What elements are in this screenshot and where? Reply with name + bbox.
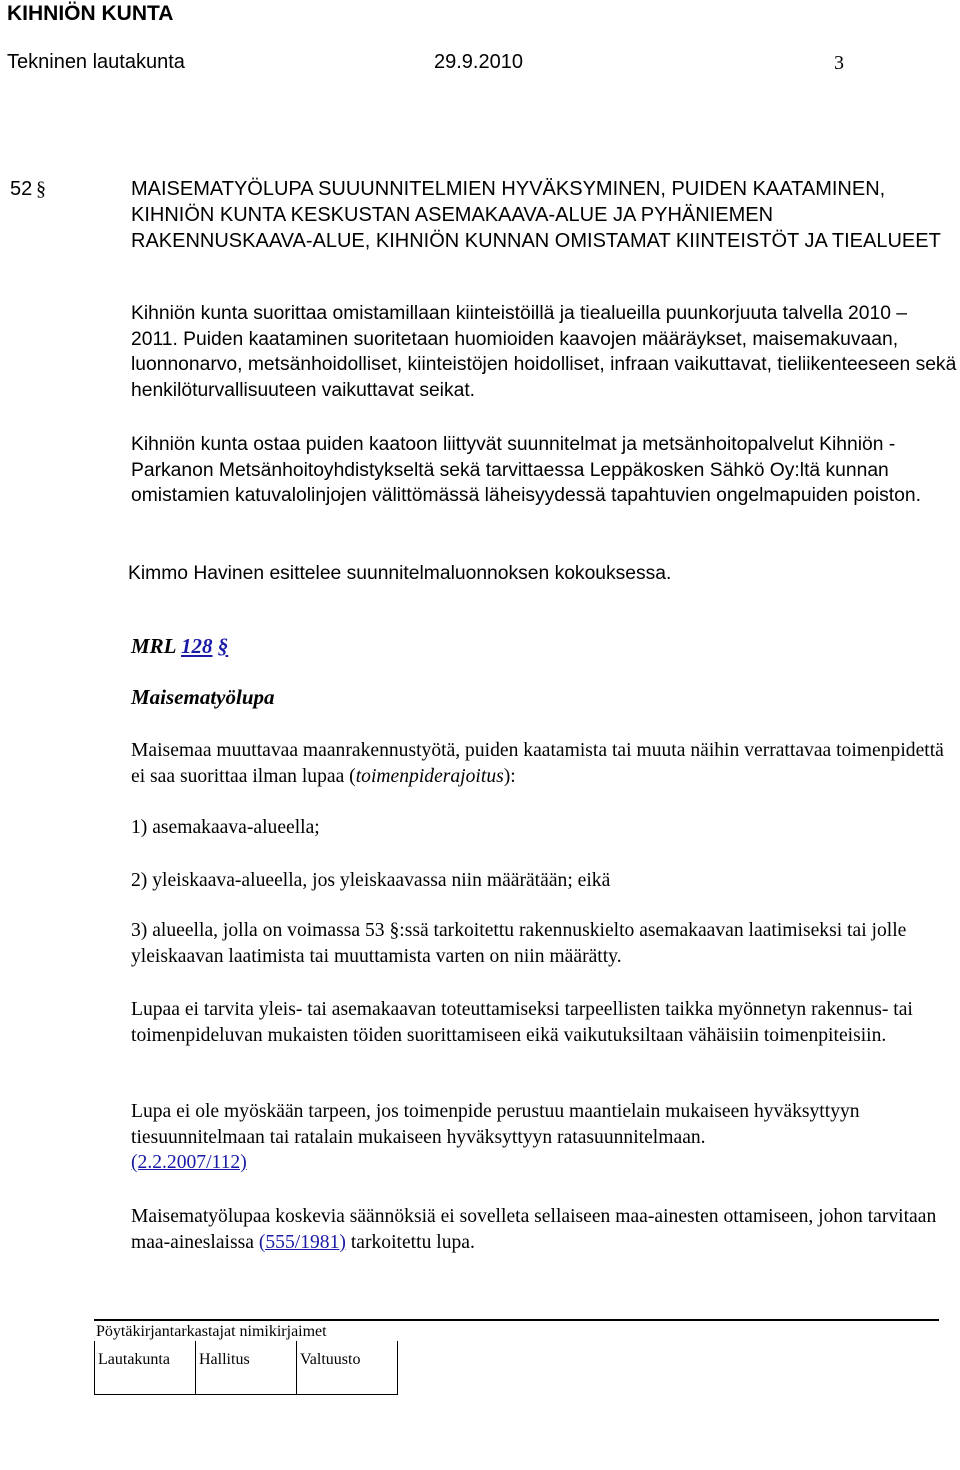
case-title: MAISEMATYÖLUPA SUUUNNITELMIEN HYVÄKSYMINEN, PUIDEN KAATAMINEN, KIHNIÖN KUNTA KESKUSTAN ASEMAKAAVA-ALUE JA PYHÄNIEMEN RAKENNUSKAAVA-ALUE, KIHNIÖN KUNNAN OMISTAMAT KIINTEISTÖT JA TIEALUEET <box>131 178 941 252</box>
law-paragraph-1-italic: toimenpiderajoitus <box>355 765 504 787</box>
meeting-date: 29.9.2010 <box>434 51 523 73</box>
law-paragraph-1 <box>131 738 957 789</box>
law-paragraph-3-text: Lupa ei ole myöskään tarpeen, jos toimenpide perustuu maantielain mukaiseen hyväksyttyyn tiesuunnitelmaan tai ratalain mukaiseen hyväksyttyyn ratasuunnitelmaan. <box>131 1101 860 1148</box>
body-paragraph-2: Kihniön kunta ostaa puiden kaatoon liittyvät suunnitelmat ja metsänhoitopalvelut Kihniön - Parkanon Metsänhoitoyhdistykseltä sekä tarvittaessa Leppäkosken Sähkö Oy:ltä kunnan omistamien katuvalolinjojen välittömässä läheisyydessä tapahtuvien ongelmapuiden poiston. <box>131 434 921 507</box>
section-symbol: § <box>36 178 46 200</box>
footer-divider <box>94 1319 939 1321</box>
signature-box-label: Lautakunta <box>98 1351 170 1368</box>
signature-box-label: Valtuusto <box>300 1351 361 1368</box>
law-section-link[interactable]: 128 <box>180 634 213 658</box>
organization-name: KIHNIÖN KUNTA <box>7 2 174 25</box>
law-item-1: 1) asemakaava-alueella; <box>131 817 320 838</box>
law-paragraph-4-end: tarkoitettu lupa. <box>350 1231 475 1253</box>
law-paragraph-1-end: ): <box>503 765 516 787</box>
law-paragraph-2: Lupaa ei tarvita yleis- tai asemakaavan toteuttamiseksi tarpeellisten taikka myönnetyn rakennus- tai toimenpideluvan mukaisten töiden suorittamiseen eikä vaikutuksiltaan vähäisiin toimenpiteisiin. <box>131 999 913 1046</box>
law-heading: Maisematyölupa <box>131 685 275 709</box>
law-paragraph-4 <box>131 1204 957 1255</box>
amendment-link[interactable]: (2.2.2007/112) <box>131 1152 247 1174</box>
law-item-3: 3) alueella, jolla on voimassa 53 §:ssä tarkoitettu rakennuskielto asemakaavan laatimiseksi tai jolle yleiskaavan laatimista tai muuttamista varten on niin määrätty. <box>131 920 907 967</box>
law-reference-prefix: MRL <box>131 634 176 658</box>
signature-box-label: Hallitus <box>199 1351 250 1368</box>
law-paragraph-3 <box>131 1099 957 1176</box>
body-paragraph-3: Kimmo Havinen esittelee suunnitelmaluonnoksen kokouksessa. <box>128 563 672 584</box>
body-paragraph-1: Kihniön kunta suorittaa omistamillaan kiinteistöillä ja tiealueilla puunkorjuuta talvella 2010 – 2011. Puiden kaataminen suoritetaan huomioiden kaavojen määräykset, maisemakuvaan, luonnonarvo, metsänhoidolliset, kiinteistöjen hoidolliset, infraan vaikuttavat, tieliikenteeseen sekä henkilöturvallisuuteen vaikuttavat seikat. <box>131 303 957 401</box>
case-number: 52 <box>10 178 33 200</box>
law-item-2: 2) yleiskaava-alueella, jos yleiskaavassa niin määrätään; eikä <box>131 870 611 891</box>
signature-box-lautakunta <box>94 1341 195 1395</box>
committee-name: Tekninen lautakunta <box>7 51 185 73</box>
law-section-symbol[interactable]: § <box>217 634 229 658</box>
page-number: 3 <box>834 52 844 74</box>
signature-box-hallitus <box>195 1341 296 1395</box>
footer-label: Pöytäkirjantarkastajat nimikirjaimet <box>96 1323 327 1340</box>
law-paragraph-1-text: Maisemaa muuttavaa maanrakennustyötä, puiden kaatamista tai muuta näihin verrattavaa toimenpidettä ei saa suorittaa ilman lupaa ( <box>131 740 944 787</box>
signature-box-valtuusto <box>296 1341 398 1395</box>
law-act-link[interactable]: (555/1981) <box>258 1231 346 1253</box>
law-reference <box>131 634 228 659</box>
law-paragraph-4-text: Maisematyölupaa koskevia säännöksiä ei sovelleta sellaiseen maa-ainesten ottamiseen, johon tarvitaan maa-aineslaissa <box>131 1206 937 1253</box>
